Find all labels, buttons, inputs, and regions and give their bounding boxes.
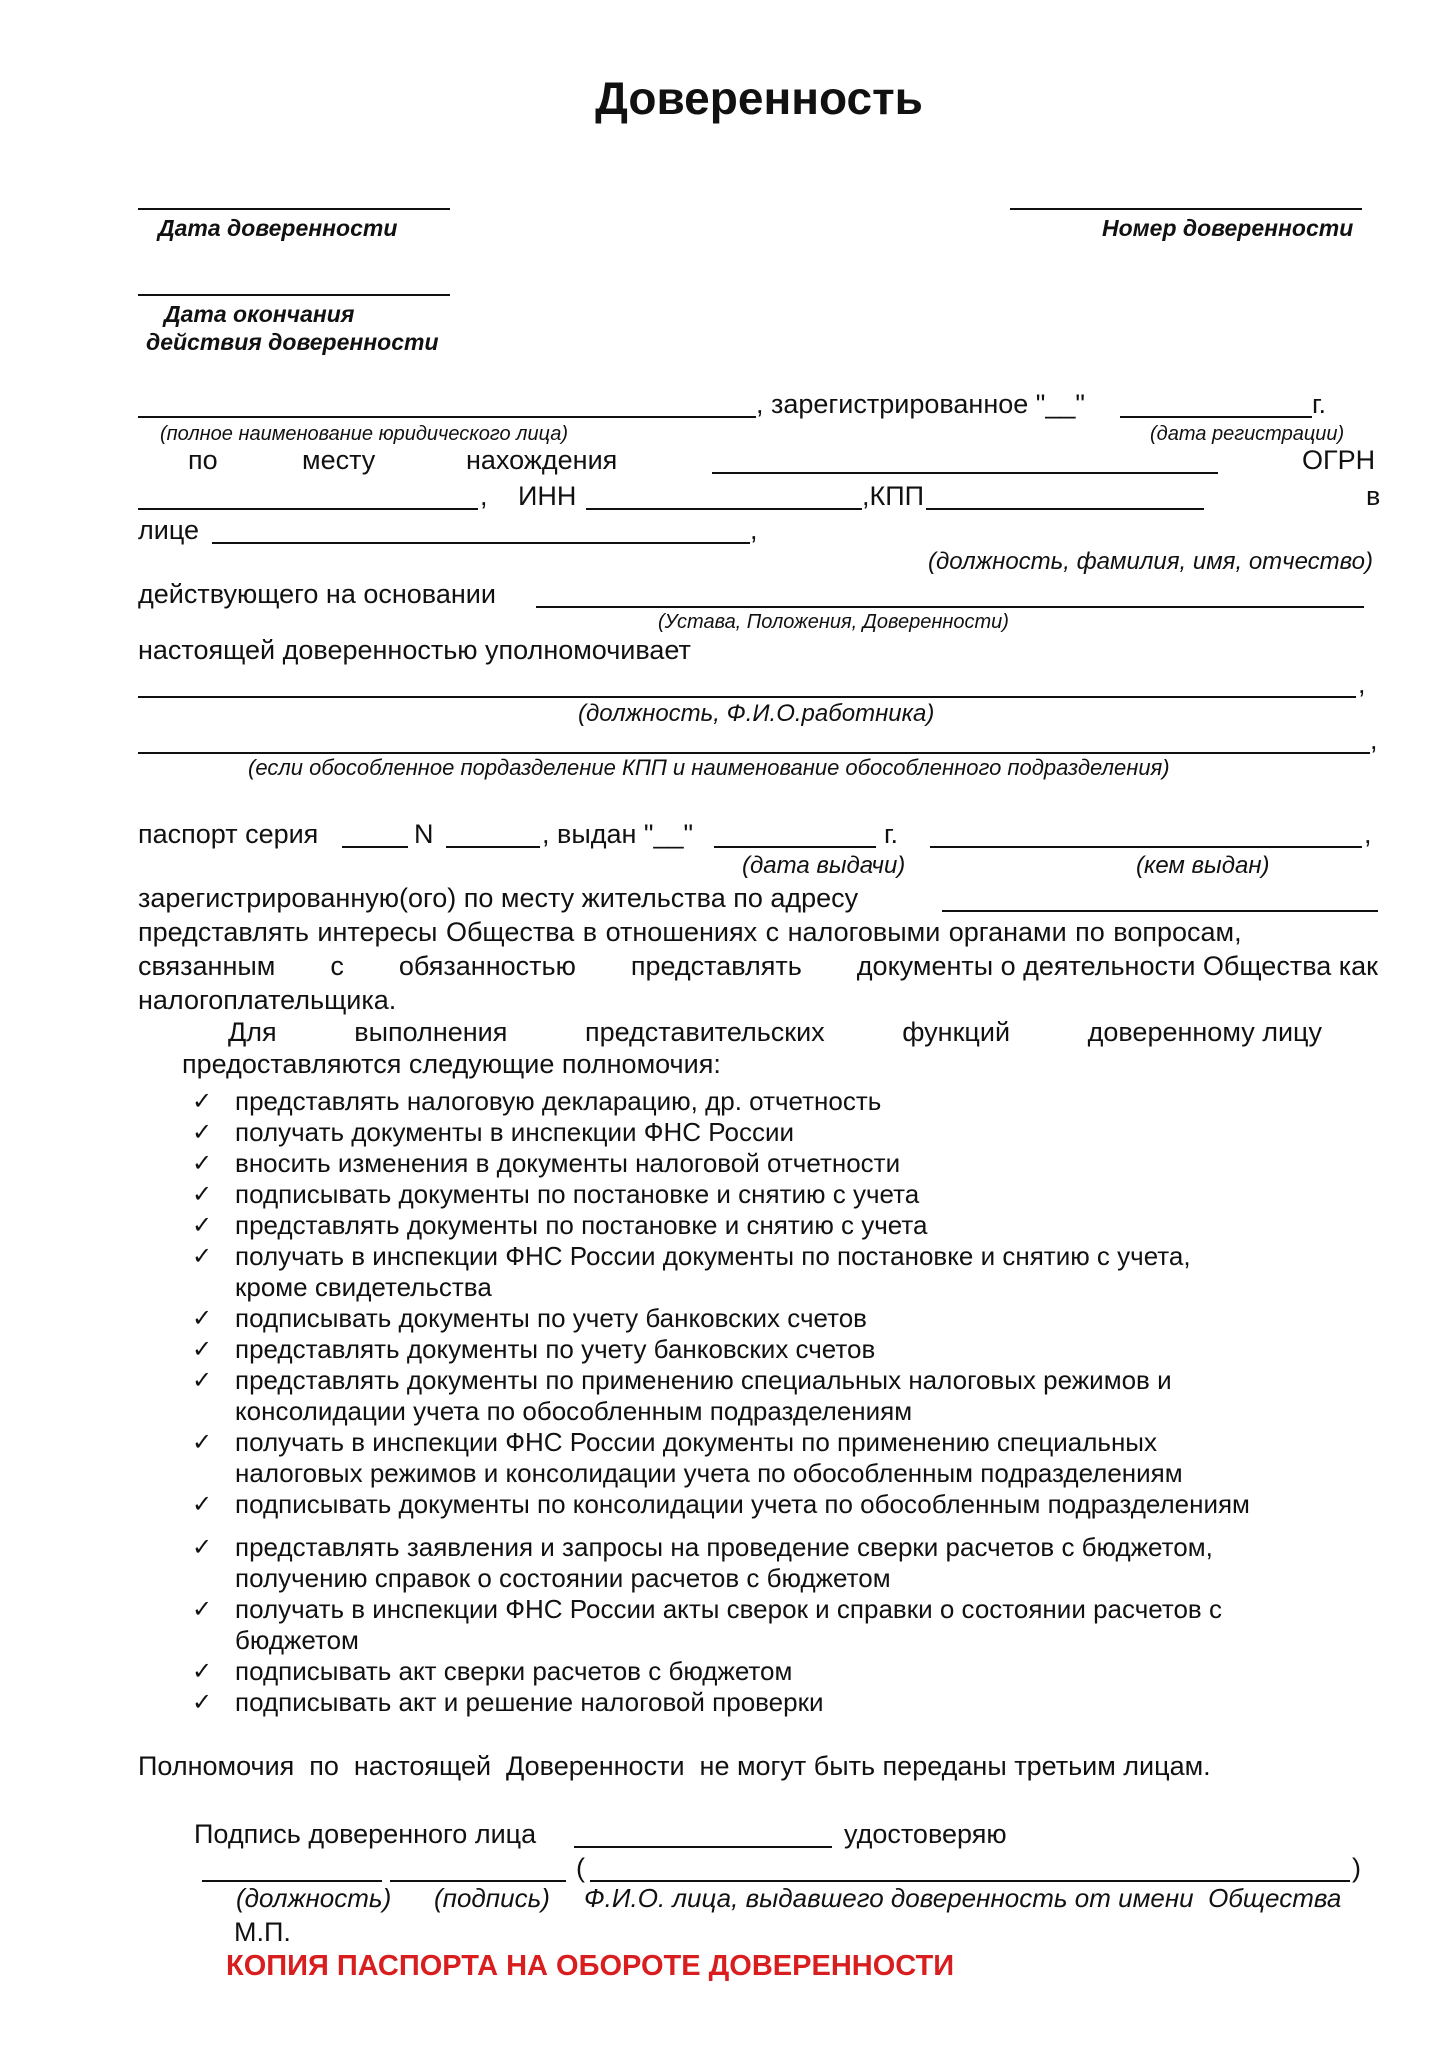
authorizes-text: настоящей доверенностью уполномочивает <box>138 635 691 665</box>
check-icon: ✓ <box>192 1181 213 1208</box>
residence-line[interactable] <box>942 910 1378 912</box>
signer-signature-line[interactable] <box>390 1880 566 1882</box>
check-icon: ✓ <box>192 1305 213 1332</box>
powers-list <box>192 1086 1315 1718</box>
ogrn-label: ОГРН <box>1302 445 1376 475</box>
location-word-3: нахождения <box>466 445 618 475</box>
person-word: лице <box>138 515 200 545</box>
reg-date-hint: (дата регистрации) <box>1150 423 1345 445</box>
represent-word-5: документы о деятельности Общества как <box>856 951 1378 981</box>
list-item: ✓ представлять документы по учету банковских счетов <box>192 1334 876 1364</box>
passport-date-line[interactable] <box>714 846 876 848</box>
functions-line-1 <box>228 1016 1322 1048</box>
fio-line[interactable] <box>590 1880 1350 1882</box>
signature-label: Подпись доверенного лица <box>194 1819 537 1849</box>
represent-word-1: связанным <box>138 951 276 981</box>
functions-word-1: Для <box>228 1017 277 1047</box>
list-item: ✓ представлять документы по применению специальных налоговых режимов и консолидации учета по обособленным подразделениям <box>192 1365 1172 1426</box>
passport-series-line[interactable] <box>342 846 408 848</box>
in-word: в <box>1366 481 1381 511</box>
passport-comma: , <box>1364 819 1372 849</box>
open-paren: ( <box>576 1853 585 1883</box>
check-icon: ✓ <box>192 1088 213 1115</box>
stamp-label: М.П. <box>234 1917 291 1947</box>
acting-hint: (Устава, Положения, Доверенности) <box>658 611 1009 633</box>
location-word-2: месту <box>302 445 376 475</box>
check-icon: ✓ <box>192 1243 213 1270</box>
check-icon: ✓ <box>192 1212 213 1239</box>
person-line[interactable] <box>212 542 750 544</box>
functions-word-4: функций <box>902 1017 1011 1047</box>
passport-n-text: N <box>414 819 434 849</box>
functions-word-2: выполнения <box>354 1017 508 1047</box>
passport-g-text: г. <box>884 819 899 849</box>
functions-word-5: доверенному лицу <box>1087 1017 1322 1047</box>
full-name-hint: (полное наименование юридического лица) <box>160 423 569 445</box>
person-comma: , <box>750 515 758 545</box>
close-paren: ) <box>1352 1853 1361 1883</box>
ogrn-comma: , <box>480 481 488 511</box>
certify-text: удостоверяю <box>844 1819 1007 1849</box>
end-date-line[interactable] <box>138 294 450 296</box>
check-icon: ✓ <box>192 1429 213 1456</box>
check-icon: ✓ <box>192 1336 213 1363</box>
represent-line-1: представлять интересы Общества в отношениях с налоговыми органами по вопросам, <box>138 917 1242 947</box>
represent-word-4: представлять <box>630 951 802 981</box>
ogrn-line[interactable] <box>138 508 478 510</box>
signature-hint: (подпись) <box>434 1883 550 1913</box>
inn-label: ИНН <box>518 481 577 511</box>
passport-issued-text: , выдан "__" <box>542 819 694 849</box>
end-date-label-1: Дата окончания <box>164 301 355 327</box>
location-word-1: по <box>188 445 218 475</box>
kpp-line[interactable] <box>926 508 1204 510</box>
functions-line-2: предоставляются следующие полномочия: <box>182 1049 721 1079</box>
location-line[interactable] <box>712 472 1218 474</box>
list-item: ✓ подписывать документы по учету банковских счетов <box>192 1303 867 1333</box>
employee-comma: , <box>1358 669 1366 699</box>
issue-date-hint: (дата выдачи) <box>742 852 906 879</box>
check-icon: ✓ <box>192 1119 213 1146</box>
passport-copy-notice: КОПИЯ ПАСПОРТА НА ОБОРОТЕ ДОВЕРЕННОСТИ <box>226 1950 955 1982</box>
year-suffix: г. <box>1312 389 1327 419</box>
branch-line[interactable] <box>138 752 1370 754</box>
list-item: ✓ получать в инспекции ФНС России документы по применению специальных налоговых режимов и консолидации учета по обособленным подразделениям <box>192 1427 1183 1488</box>
list-item: ✓ подписывать документы по консолидации учета по обособленным подразделениям <box>192 1489 1250 1519</box>
branch-comma: , <box>1370 725 1378 755</box>
acting-text: действующего на основании <box>138 579 496 609</box>
check-icon: ✓ <box>192 1150 213 1177</box>
represent-line-2 <box>138 950 1378 982</box>
list-item: ✓ получать в инспекции ФНС России документы по постановке и снятию с учета, кроме свидетельства <box>192 1241 1191 1302</box>
position-hint: (должность) <box>236 1883 392 1913</box>
reg-date-line[interactable] <box>1120 416 1312 418</box>
check-icon: ✓ <box>192 1491 213 1518</box>
list-item: ✓ подписывать документы по постановке и снятию с учета <box>192 1179 920 1209</box>
no-transfer-text: Полномочия по настоящей Доверенности не могут быть переданы третьим лицам. <box>138 1751 1211 1781</box>
list-item: ✓ представлять налоговую декларацию, др. отчетность <box>192 1086 882 1116</box>
date-label: Дата доверенности <box>158 215 398 241</box>
end-date-label-2: действия доверенности <box>146 329 439 355</box>
fio-hint: Ф.И.О. лица, выдавшего доверенность от имени Общества <box>584 1883 1342 1913</box>
passport-series-text: паспорт серия <box>138 819 319 849</box>
represent-word-2: с <box>330 951 344 981</box>
check-icon: ✓ <box>192 1596 213 1623</box>
check-icon: ✓ <box>192 1534 213 1561</box>
kpp-label: ,КПП <box>862 481 925 511</box>
employee-hint: (должность, Ф.И.О.работника) <box>578 700 935 727</box>
registered-text: , зарегистрированное "__" <box>756 389 1085 419</box>
functions-word-3: представительских <box>584 1017 825 1047</box>
represent-word-3: обязанностью <box>398 951 576 981</box>
issued-by-hint: (кем выдан) <box>1136 852 1270 879</box>
signature-line[interactable] <box>574 1846 832 1848</box>
document-title: Доверенность <box>595 72 923 124</box>
check-icon: ✓ <box>192 1367 213 1394</box>
position-line[interactable] <box>202 1880 382 1882</box>
list-item: ✓ подписывать акт и решение налоговой проверки <box>192 1687 824 1717</box>
number-line[interactable] <box>1010 208 1362 210</box>
residence-text: зарегистрированную(ого) по месту жительства по адресу <box>138 883 859 913</box>
represent-line-3: налогоплательщика. <box>138 985 397 1015</box>
number-label: Номер доверенности <box>1102 215 1354 241</box>
person-hint: (должность, фамилия, имя, отчество) <box>928 548 1373 575</box>
list-item: ✓ представлять заявления и запросы на проведение сверки расчетов с бюджетом, получению справок о состоянии расчетов с бюджетом <box>192 1532 1213 1593</box>
inn-line[interactable] <box>586 508 862 510</box>
list-item: ✓ представлять документы по постановке и снятию с учета <box>192 1210 928 1240</box>
list-item: ✓ подписывать акт сверки расчетов с бюджетом <box>192 1656 793 1686</box>
passport-number-line[interactable] <box>446 846 540 848</box>
list-item: ✓ получать в инспекции ФНС России акты сверок и справки о состоянии расчетов с бюджетом <box>192 1594 1222 1655</box>
passport-issuer-line[interactable] <box>930 846 1362 848</box>
check-icon: ✓ <box>192 1689 213 1716</box>
list-item: ✓ вносить изменения в документы налоговой отчетности <box>192 1148 901 1178</box>
check-icon: ✓ <box>192 1658 213 1685</box>
acting-line[interactable] <box>536 606 1364 608</box>
branch-hint: (если обособленное пордазделение КПП и наименование обособленного подразделения) <box>248 755 1170 780</box>
entity-name-line[interactable] <box>138 416 756 418</box>
employee-line[interactable] <box>138 696 1356 698</box>
list-item: ✓ получать документы в инспекции ФНС России <box>192 1117 795 1147</box>
date-line[interactable] <box>138 208 450 210</box>
